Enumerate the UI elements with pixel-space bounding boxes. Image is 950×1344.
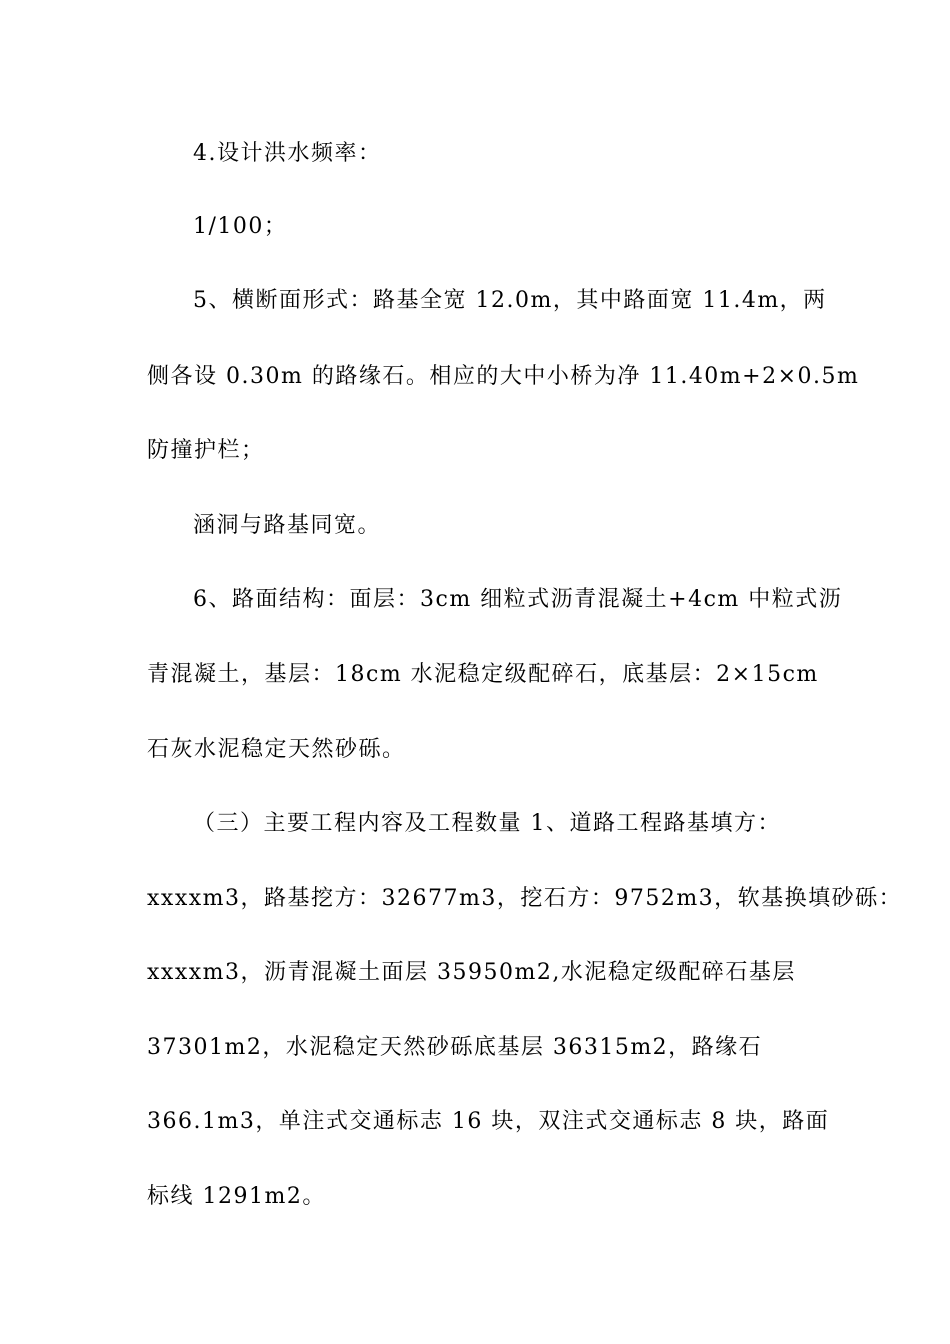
text-line-quantities-2: xxxxm3，沥青混凝土面层 35950m2,水泥稳定级配碎石基层 — [147, 960, 796, 985]
text-line-design-flood: 4.设计洪水频率： — [193, 141, 382, 166]
text-line-quantities-3: 37301m2，水泥稳定天然砂砾底基层 36315m2，路缘石 — [147, 1035, 763, 1060]
text-line-pavement: 6、路面结构：面层：3cm 细粒式沥青混凝土+4cm 中粒式沥 — [193, 587, 843, 612]
text-line-quantities-5: 标线 1291m2。 — [147, 1184, 326, 1209]
text-line-cross-section: 5、横断面形式：路基全宽 12.0m，其中路面宽 11.4m，两 — [193, 288, 827, 313]
section-heading-main-works: （三）主要工程内容及工程数量 1、道路工程路基填方： — [193, 811, 781, 836]
text-line-guardrail: 防撞护栏； — [147, 438, 265, 463]
text-line-base: 青混凝土，基层：18cm 水泥稳定级配碎石，底基层：2×15cm — [147, 662, 819, 687]
text-line-subbase: 石灰水泥稳定天然砂砾。 — [147, 737, 406, 762]
text-line-quantities-1: xxxxm3，路基挖方：32677m3，挖石方：9752m3，软基换填砂砾： — [147, 886, 903, 911]
text-line-culvert: 涵洞与路基同宽。 — [193, 513, 382, 538]
text-line-flood-value: 1/100； — [193, 214, 288, 239]
text-line-curb: 侧各设 0.30m 的路缘石。相应的大中小桥为净 11.40m+2×0.5m — [147, 364, 860, 389]
text-line-quantities-4: 366.1m3，单注式交通标志 16 块，双注式交通标志 8 块，路面 — [147, 1109, 830, 1134]
